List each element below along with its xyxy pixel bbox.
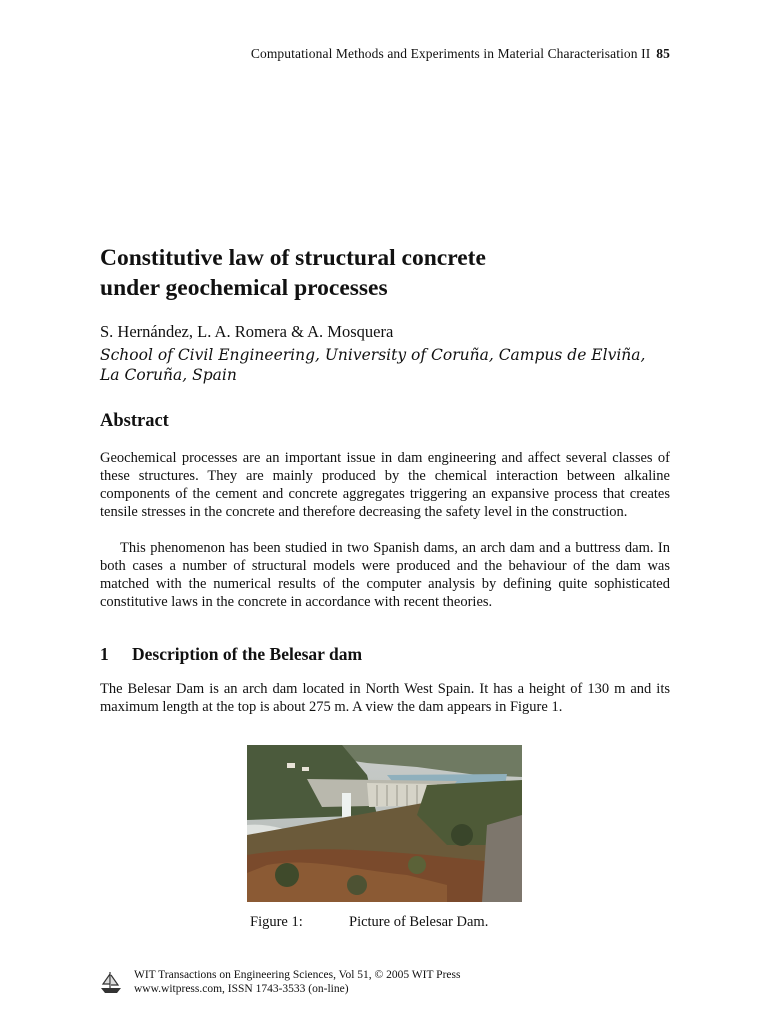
figure-caption <box>250 914 488 931</box>
ship-logo-icon <box>99 970 123 996</box>
page-number: 85 <box>656 46 670 61</box>
authors: S. Hernández, L. A. Romera & A. Mosquera <box>100 322 394 341</box>
footer <box>134 968 460 996</box>
abstract-heading: Abstract <box>100 411 169 431</box>
section-title: Description of the Belesar dam <box>132 644 363 664</box>
section-paragraph: The Belesar Dam is an arch dam located in North West Spain. It has a height of 130 m and its maximum length at the top is about 275 m. A view the dam appears in Figure 1. <box>100 681 670 715</box>
abstract-paragraph-1: Geochemical processes are an important issue in dam engineering and affect several classes of these structures. They are mainly produced by the chemical interaction between alkaline components of the cement and concrete aggregates triggering an expansive process that creates tensile stresses in the concrete and therefore decreasing the safety level in the construction. <box>100 450 670 520</box>
dam-photograph <box>247 745 522 902</box>
figure-caption-text: Picture of Belesar Dam. <box>349 914 489 930</box>
paper-title <box>100 243 680 303</box>
footer-line-2: www.witpress.com, ISSN 1743-3533 (on-line) <box>134 983 349 995</box>
affiliation-line-2: La Coruña, Spain <box>100 366 237 384</box>
affiliation-line-1: School of Civil Engineering, University of Coruña, Campus de Elviña, <box>100 346 646 364</box>
figure-label: Figure 1: <box>250 914 303 930</box>
affiliation <box>100 345 645 385</box>
title-line-2: under geochemical processes <box>100 275 388 301</box>
section-heading <box>100 644 362 665</box>
footer-line-1: WIT Transactions on Engineering Sciences, Vol 51, © 2005 WIT Press <box>134 969 461 981</box>
title-line-1: Constitutive law of structural concrete <box>100 245 486 271</box>
abstract-paragraph-2: This phenomenon has been studied in two Spanish dams, an arch dam and a buttress dam. In both cases a number of structural models were produced and the behaviour of the dam was matched with the numerical results of the computer analysis by defining quite sophisticated constitutive laws in the concrete in accordance with recent theories. <box>100 540 670 610</box>
journal-running-title: Computational Methods and Experiments in Material Characterisation II <box>250 46 651 61</box>
section-number: 1 <box>100 644 109 664</box>
running-header <box>100 46 670 62</box>
